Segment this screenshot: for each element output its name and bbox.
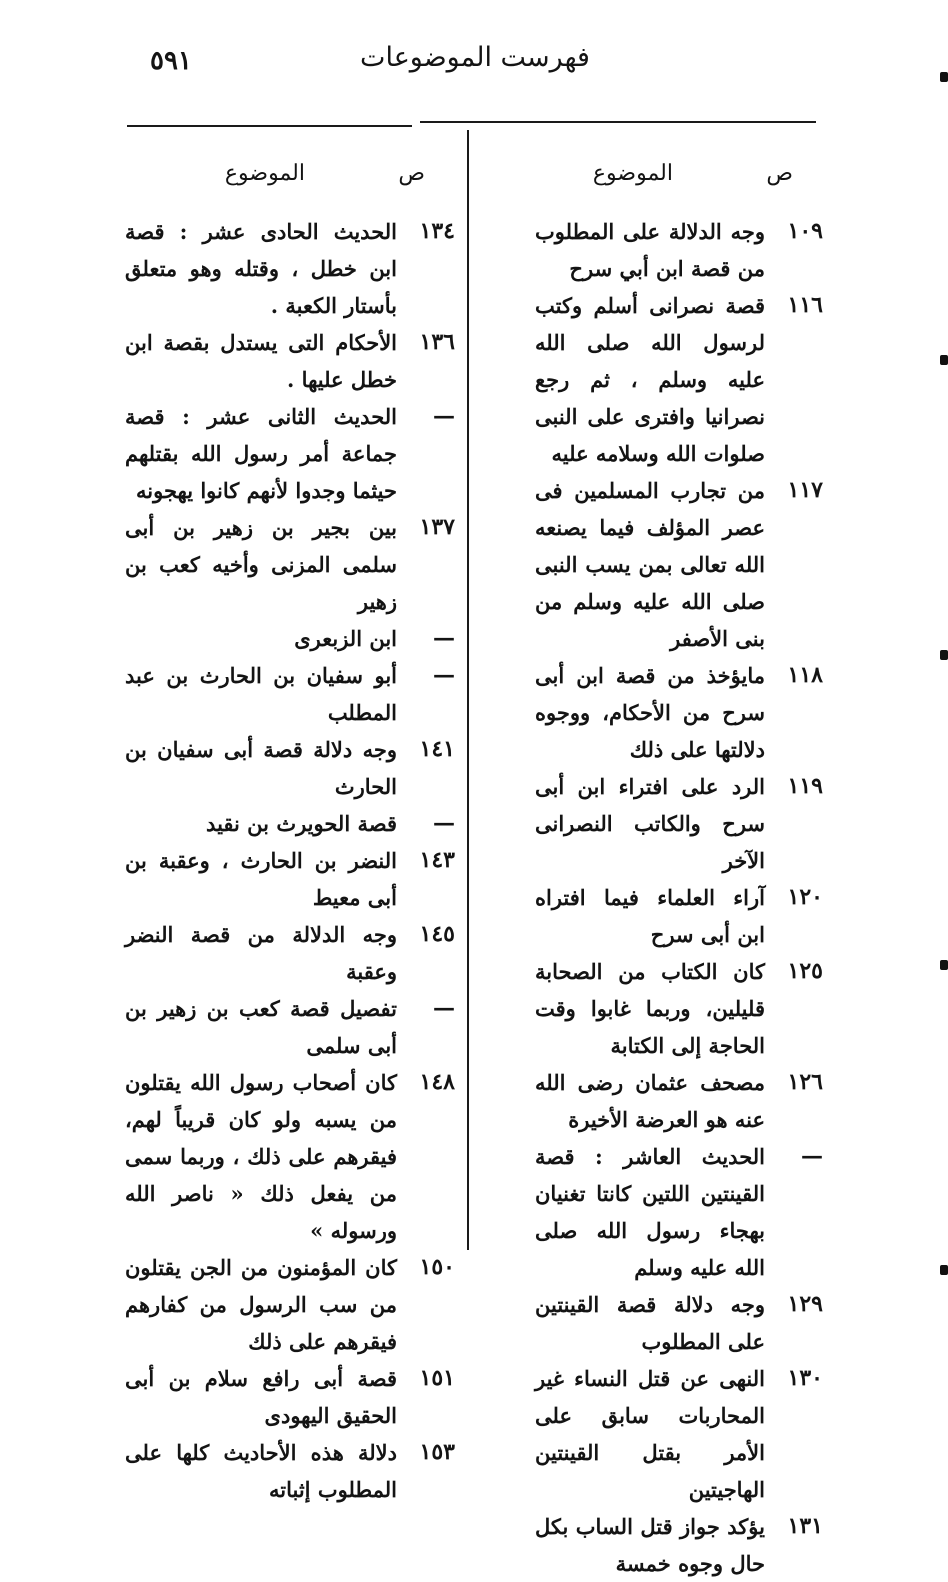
entry-topic: بين بجير بن زهير بن أبى سلمى المزنى وأخيه كعب بن زهير: [125, 515, 397, 614]
index-entry: [495, 657, 823, 768]
entry-topic: وجه الدلالة من قصة النضر وعقبة: [125, 922, 397, 984]
entry-topic: مصحف عثمان رضى الله عنه هو العرضة الأخيرة: [535, 1070, 765, 1132]
entry-page-number: ١٢٦: [787, 1069, 823, 1095]
index-entry: [125, 1249, 455, 1360]
entry-topic: النضر بن الحارث ، وعقبة بن أبى معيط: [125, 848, 397, 910]
index-entry: [495, 1508, 823, 1582]
entry-topic: أبو سفيان بن الحارث بن عبد المطلب: [125, 663, 397, 725]
entry-page-number: —: [801, 1143, 823, 1169]
index-entry: [125, 398, 455, 509]
entry-topic: من تجارب المسلمين فى عصر المؤلف فيما يصنعه الله تعالى بمن يسب النبى صلى الله عليه وسلم من بنى الأصفر: [535, 478, 765, 651]
entry-topic: كان المؤمنون من الجن يقتلون من سب الرسول من كفارهم فيقرهم على ذلك: [125, 1255, 397, 1354]
entry-topic: وجه الدلالة على المطلوب من قصة ابن أبي سرح: [535, 219, 765, 281]
index-column-left: [125, 155, 455, 1508]
index-entry: [495, 953, 823, 1064]
entry-page-number: ١٣٤: [419, 218, 455, 244]
header-page-label: ص: [766, 161, 793, 186]
index-entry: [125, 1360, 455, 1434]
index-entry: [125, 657, 455, 731]
entry-page-number: ١٢٠: [787, 884, 823, 910]
entry-topic: قصة نصرانى أسلم وكتب لرسول الله صلى الله عليه وسلم ، ثم رجع نصرانيا وافترى على النبى صلوات الله وسلامه عليه: [535, 293, 765, 466]
entry-topic: قصة الحويرث بن نقيد: [206, 811, 397, 836]
entry-page-number: —: [433, 625, 455, 651]
index-entry: [495, 213, 823, 287]
entry-topic: وجه دلالة قصة القينتين على المطلوب: [535, 1292, 765, 1354]
entry-page-number: ١١٧: [787, 477, 823, 503]
entry-page-number: ١٢٥: [787, 958, 823, 984]
entry-page-number: ١٥١: [419, 1365, 455, 1391]
scan-mark: [940, 960, 948, 970]
entry-topic: يؤكد جواز قتل الساب بكل حال وجوه خمسة: [535, 1514, 765, 1576]
entry-topic: الحديث الثانى عشر : قصة جماعة أمر رسول الله بقتلهم حيثما وجدوا لأنهم كانوا يهجونه: [125, 404, 397, 503]
header-rule-right: [420, 121, 816, 123]
entry-page-number: ١١٦: [787, 292, 823, 318]
header-topic-label: الموضوع: [592, 161, 673, 186]
entry-page-number: —: [433, 662, 455, 688]
index-entry: [125, 324, 455, 398]
index-entry: [495, 1064, 823, 1138]
column-header: [495, 155, 823, 213]
page-number: ٥٩١: [150, 46, 192, 76]
entry-topic: الحديث الحادى عشر : قصة ابن خطل ، وقتله وهو متعلق بأستار الكعبة .: [125, 219, 397, 318]
scan-mark: [940, 355, 948, 365]
index-entry: [125, 213, 455, 324]
entry-page-number: ١٣١: [787, 1513, 823, 1539]
index-entry: [125, 731, 455, 805]
entry-list: [125, 213, 455, 1508]
entry-page-number: ١٢٩: [787, 1291, 823, 1317]
header-topic-label: الموضوع: [224, 161, 305, 186]
entry-page-number: ١٤٥: [419, 921, 455, 947]
index-entry: [495, 1286, 823, 1360]
header-page-label: ص: [398, 161, 425, 186]
index-entry: [495, 1138, 823, 1286]
entry-topic: تفصيل قصة كعب بن زهير بن أبى سلمى: [125, 996, 397, 1058]
entry-topic: آراء العلماء فيما افتراه ابن أبى سرح: [535, 885, 765, 947]
index-entry: [125, 509, 455, 620]
entry-topic: النهى عن قتل النساء غير المحاربات سابق على الأمر بقتل القينتين الهاجيتين: [535, 1366, 765, 1502]
scan-mark: [940, 72, 948, 82]
entry-list: [495, 213, 823, 1582]
entry-topic: ابن الزبعرى: [294, 626, 397, 651]
page-title: فهرست الموضوعات: [360, 42, 590, 73]
index-entry: [495, 879, 823, 953]
index-entry: [495, 1360, 823, 1508]
entry-page-number: ١٥٣: [419, 1439, 455, 1465]
index-column-right: [495, 155, 823, 1582]
entry-page-number: —: [433, 403, 455, 429]
index-entry: [125, 805, 455, 842]
entry-topic: الأحكام التى يستدل بقصة ابن خطل عليها .: [125, 330, 397, 392]
entry-page-number: ١٤١: [419, 736, 455, 762]
entry-topic: قصة أبى رافع سلام بن أبى الحقيق اليهودى: [125, 1366, 397, 1428]
entry-topic: كان أصحاب رسول الله يقتلون من يسبه ولو كان قريباً لهم، فيقرهم على ذلك ، وربما سمى من يفعل ذلك « ناصر الله ورسوله »: [125, 1070, 397, 1243]
entry-page-number: ١٤٣: [419, 847, 455, 873]
entry-topic: دلالة هذه الأحاديث كلها على المطلوب إثباته: [125, 1440, 397, 1502]
column-divider: [467, 130, 469, 1250]
entry-topic: مايؤخذ من قصة ابن أبى سرح من الأحكام، ووجوه دلالتها على ذلك: [535, 663, 765, 762]
entry-page-number: ١٣٧: [419, 514, 455, 540]
index-entry: [495, 768, 823, 879]
entry-page-number: —: [433, 995, 455, 1021]
entry-topic: كان الكتاب من الصحابة قليلين، وربما غابوا وقت الحاجة إلى الكتابة: [535, 959, 765, 1058]
entry-topic: وجه دلالة قصة أبى سفيان بن الحارث: [125, 737, 397, 799]
entry-page-number: ١٣٦: [419, 329, 455, 355]
entry-page-number: ١١٨: [787, 662, 823, 688]
header-rule-left: [127, 125, 412, 127]
entry-page-number: ١٥٠: [419, 1254, 455, 1280]
scan-mark: [940, 650, 948, 660]
index-entry: [495, 287, 823, 472]
column-header: [125, 155, 455, 213]
index-entry: [125, 842, 455, 916]
entry-topic: الحديث العاشر : قصة القينتين اللتين كانتا تغنيان بهجاء رسول الله صلى الله عليه وسلم: [535, 1144, 765, 1280]
entry-topic: الرد على افتراء ابن أبى سرح والكاتب النصرانى الآخر: [535, 774, 765, 873]
index-entry: [125, 1434, 455, 1508]
scan-mark: [940, 1265, 948, 1275]
index-entry: [125, 990, 455, 1064]
entry-page-number: ١٣٠: [787, 1365, 823, 1391]
index-entry: [495, 472, 823, 657]
index-entry: [125, 620, 455, 657]
index-entry: [125, 1064, 455, 1249]
entry-page-number: —: [433, 810, 455, 836]
entry-page-number: ١٠٩: [787, 218, 823, 244]
entry-page-number: ١١٩: [787, 773, 823, 799]
entry-page-number: ١٤٨: [419, 1069, 455, 1095]
index-entry: [125, 916, 455, 990]
